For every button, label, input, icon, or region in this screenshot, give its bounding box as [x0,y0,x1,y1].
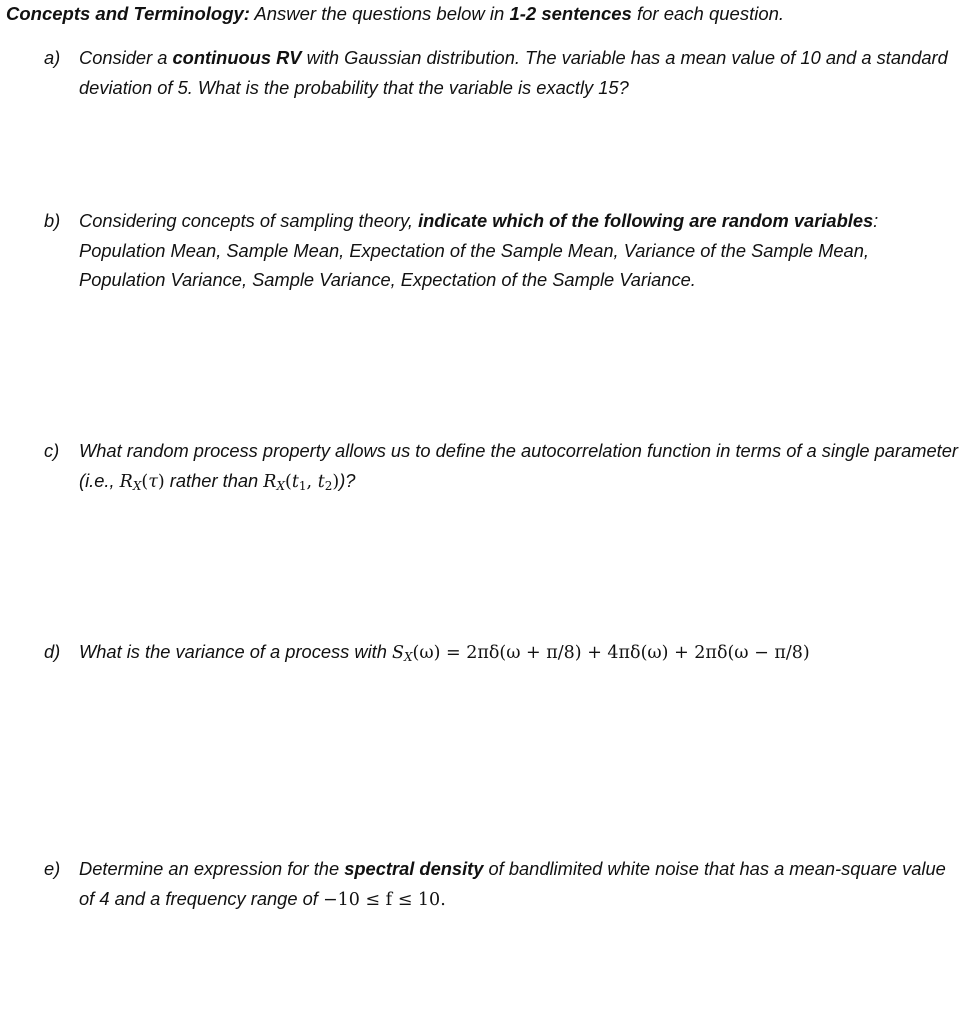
question-a [44,43,959,102]
question-emphasis: spectral density [344,858,484,879]
section-title: Concepts and Terminology: [6,3,250,24]
question-label: c) [44,440,60,461]
question-text: Determine an expression for the spectral density of bandlimited white noise that has a mean-square value of 4 and a frequency range of −10 ≤ f ≤ 10. [79,858,946,910]
question-label: a) [44,47,61,68]
instruction-text: Answer the questions below in [249,3,510,24]
question-label: b) [44,210,61,231]
question-b [44,206,959,295]
math-autocorrelation-t1-t2: $R_X(t_1$, $t_2$) [263,471,340,493]
instruction-text-end: for each question. [631,3,785,24]
instructions-header [6,2,966,26]
question-c [44,436,959,501]
math-frequency-range: −10 ≤ f ≤ 10. [322,889,446,910]
question-emphasis: indicate which of the following are random variables [418,210,874,231]
math-psd-expression: $S_X(\omega) = 2\pi\delta(\omega + \pi/8) + 4\pi\delta(\omega) + 2\pi\delta(\omega - \pi/8)$ [391,643,810,664]
question-label: d) [44,641,61,662]
question-e [44,854,959,915]
question-label: e) [44,858,61,879]
question-text: Considering concepts of sampling theory, indicate which of the following are random variables: Population Mean, Sample Mean, Expectation of the Sample Mean, Variance of the Sample Mean, Population Variance, Sample Variance, Expectation of the Sample Variance. [79,210,879,290]
question-text: What is the variance of a process with $S_X(\omega) = 2\pi\delta(\omega + \pi/8) + 4\pi\delta(\omega) + 2\pi\delta(\omega - \pi/8)$ [79,641,810,664]
instruction-emphasis: 1-2 sentences [509,3,632,24]
math-autocorrelation-tau: $R_X(\tau)$ [119,471,165,493]
question-text: Consider a continuous RV with Gaussian distribution. The variable has a mean value of 10 and a standard deviation of 5. What is the probability that the variable is exactly 15? [79,47,948,98]
question-emphasis: continuous RV [172,47,302,68]
question-text: What random process property allows us to define the autocorrelation function in terms of a single parameter (i.e., $R_X(\tau)$ rather than $R_X(t_1$, $t_2$))? [79,440,958,493]
question-d [44,637,959,673]
